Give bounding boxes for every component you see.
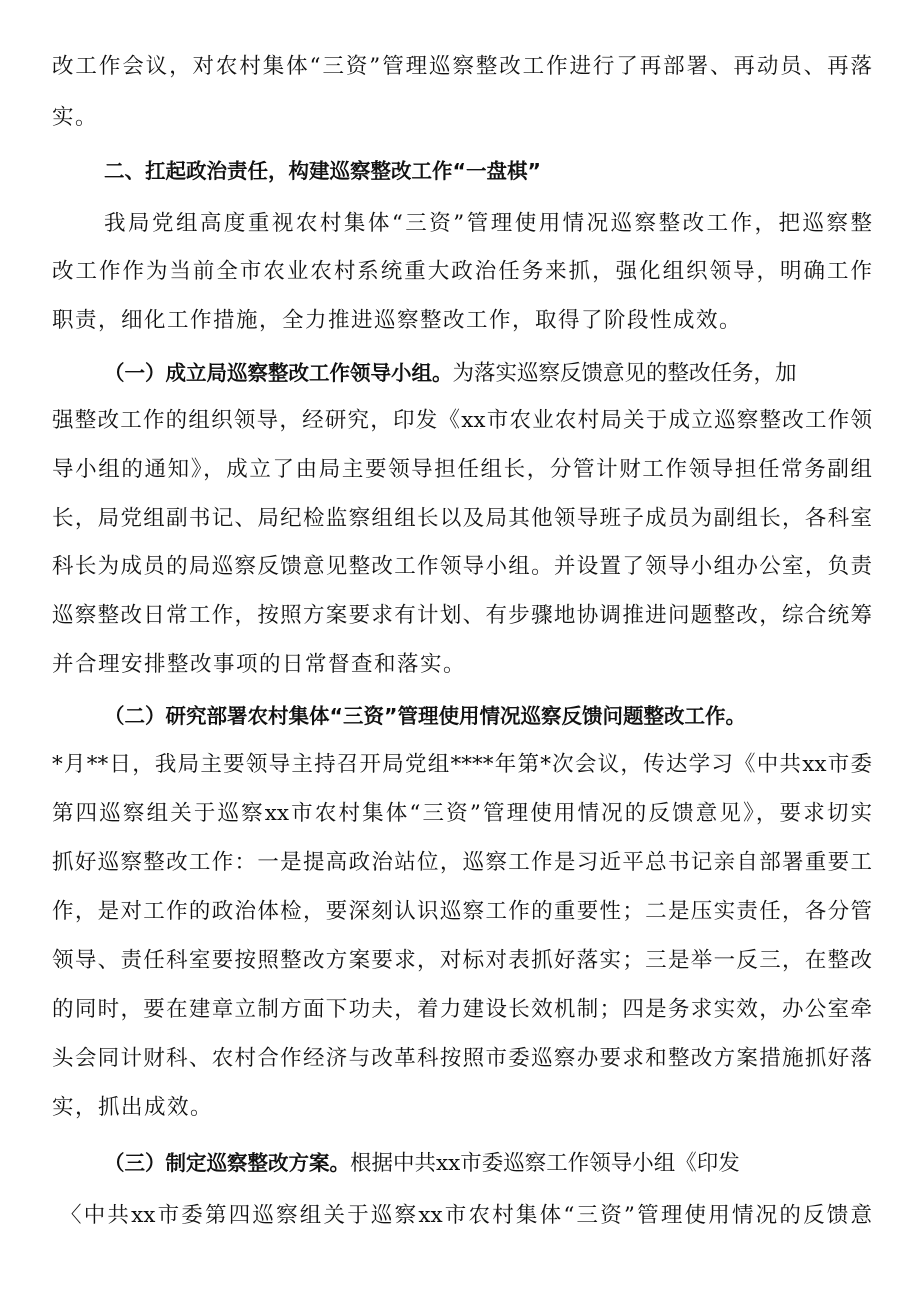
body-line: 的同时，要在建章立制方面下功夫，着力建设长效机制；四是务求实效，办公室牵	[52, 997, 872, 1022]
body-line: 我局党组高度重视农村集体“三资”管理使用情况巡察整改工作，把巡察整	[104, 211, 872, 236]
body-text: 为落实巡察反馈意见的整改任务，加	[452, 361, 797, 386]
paragraph-line	[104, 1140, 872, 1186]
body-line: 职责，细化工作措施，全力推进巡察整改工作，取得了阶段性成效。	[52, 308, 743, 333]
body-line: 改工作会议，对农村集体“三资”管理巡察整改工作进行了再部署、再动员、再落	[52, 54, 872, 79]
body-line: 巡察整改日常工作，按照方案要求有计划、有步骤地协调推进问题整改，综合统筹	[52, 603, 872, 628]
body-line: 头会同计财科、农村合作经济与改革科按照市委巡察办要求和整改方案措施抓好落	[52, 1046, 872, 1071]
paragraph-line	[104, 350, 872, 396]
body-line: 并合理安排整改事项的日常督查和落实。	[52, 652, 467, 677]
body-line: 作，是对工作的政治体检，要深刻认识巡察工作的重要性；二是压实责任，各分管	[52, 899, 872, 924]
body-line: 长，局党组副书记、局纪检监察组组长以及局其他领导班子成员为副组长，各科室	[52, 506, 872, 531]
subheading: （三）制定巡察整改方案。	[104, 1151, 350, 1175]
body-line: 导小组的通知》，成立了由局主要领导担任组长，分管计财工作领导担任常务副组	[52, 457, 872, 482]
body-line: 〈中共xx市委第四巡察组关于巡察xx市农村集体“三资”管理使用情况的反馈意	[60, 1203, 872, 1228]
subheading: （一）成立局巡察整改工作领导小组。	[104, 361, 453, 385]
body-line: 实，抓出成效。	[52, 1095, 214, 1120]
body-line: 改工作作为当前全市农业农村系统重大政治任务来抓，强化组织领导，明确工作	[52, 259, 872, 284]
body-line: 抓好巡察整改工作：一是提高政治站位，巡察工作是习近平总书记亲自部署重要工	[52, 850, 872, 875]
body-line: 强整改工作的组织领导，经研究，印发《xx市农业农村局关于成立巡察整改工作领	[52, 408, 872, 433]
section-heading: 二、扛起政治责任，构建巡察整改工作“一盘棋”	[104, 159, 541, 183]
body-line: *月**日，我局主要领导主持召开局党组****年第*次会议，传达学习《中共xx市委	[52, 752, 872, 777]
body-line: 科长为成员的局巡察反馈意见整改工作领导小组。并设置了领导小组办公室，负责	[52, 554, 872, 579]
body-text: 根据中共xx市委巡察工作领导小组《印发	[350, 1151, 740, 1176]
body-line: 实。	[52, 105, 99, 130]
body-line: 第四巡察组关于巡察xx市农村集体“三资”管理使用情况的反馈意见》，要求切实	[52, 801, 872, 826]
body-line: 领导、责任科室要按照整改方案要求，对标对表抓好落实；三是举一反三，在整改	[52, 948, 872, 973]
subheading: （二）研究部署农村集体“三资”管理使用情况巡察反馈问题整改工作。	[104, 704, 746, 728]
